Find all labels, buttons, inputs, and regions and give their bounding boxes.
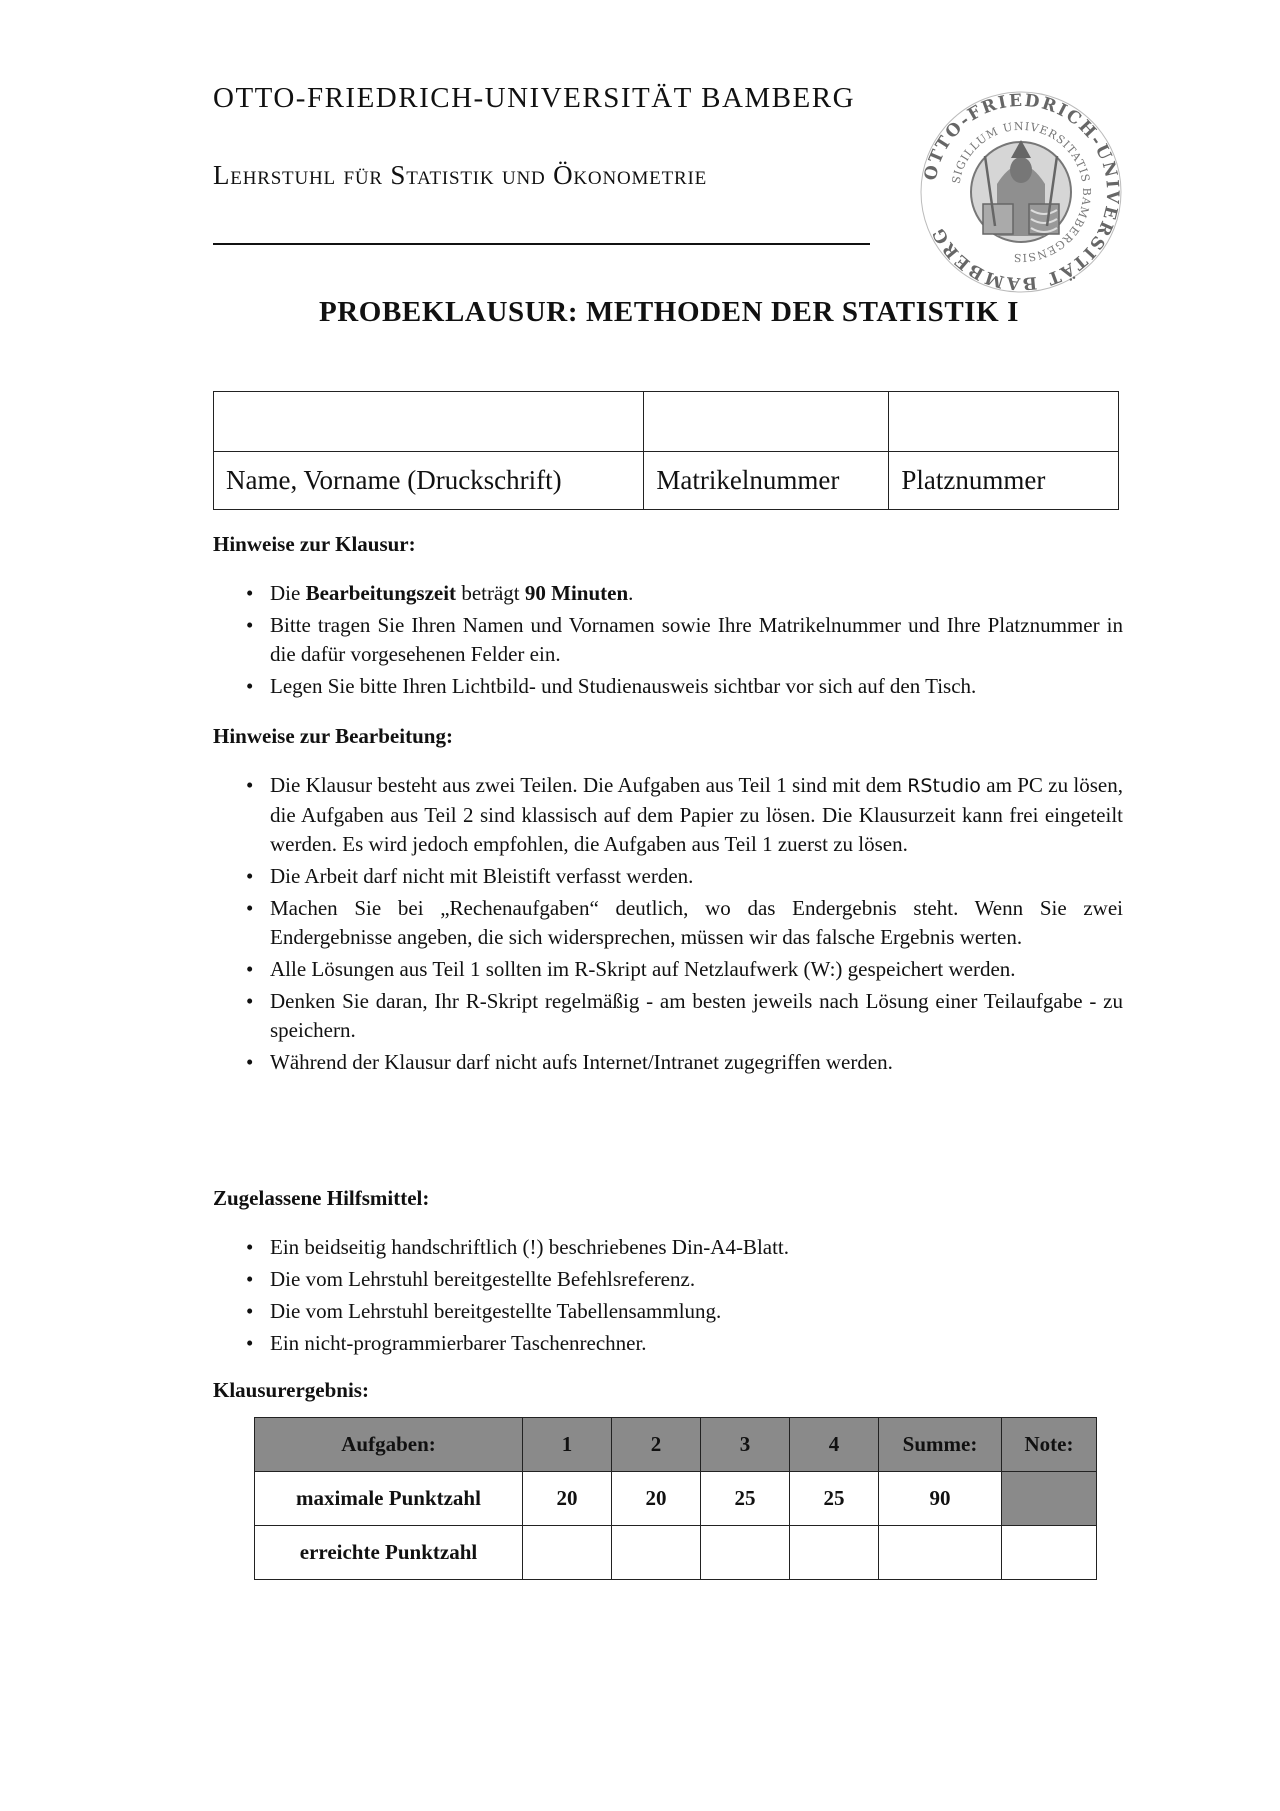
max-points-2: 20 [612,1472,701,1526]
max-points-3: 25 [701,1472,790,1526]
list-item: • Die Arbeit darf nicht mit Bleistift verfasst werden. [213,862,1123,891]
list-item: • Alle Lösungen aus Teil 1 sollten im R-Skript auf Netzlaufwerk (W:) gespeichert werden. [213,955,1123,984]
work-notes-section [213,724,1123,749]
matrikel-input-cell[interactable] [644,392,889,452]
score-header-4: 4 [790,1418,879,1472]
result-section [213,1378,1123,1403]
max-points-sum: 90 [879,1472,1002,1526]
score-table [254,1417,1097,1580]
seal-outer-text: OTTO-FRIEDRICH-UNIVERSITÄT BAMBERG [920,90,1123,294]
exam-notes-list [213,579,1123,704]
university-name: OTTO-FRIEDRICH-UNIVERSITÄT BAMBERG [213,82,856,114]
score-header-sum: Summe: [879,1418,1002,1472]
seal-inner-text: SIGILLUM UNIVERSITATIS BAMBERGENSIS [949,119,1094,265]
score-header-1: 1 [523,1418,612,1472]
name-input-cell[interactable] [214,392,644,452]
max-points-1: 20 [523,1472,612,1526]
list-item: • Machen Sie bei „Rechenaufgaben“ deutlich, wo das Endergebnis steht. Wenn Sie zwei Endergebnisse angeben, die sich widersprechen, müssen wir das falsche Ergebnis werten. [213,894,1123,952]
header-rule [213,243,870,245]
list-item: • Ein nicht-programmierbarer Taschenrechner. [213,1329,1123,1358]
score-header-2: 2 [612,1418,701,1472]
list-item: • Denken Sie daran, Ihr R-Skript regelmäßig - am besten jeweils nach Lösung einer Teilaufgabe - zu speichern. [213,987,1123,1045]
max-points-4: 25 [790,1472,879,1526]
list-item: • Die Bearbeitungszeit beträgt 90 Minuten. [213,579,1123,608]
aids-list [213,1233,1123,1361]
exam-notes-section [213,532,1123,557]
max-points-grade-cell [1002,1472,1097,1526]
chair-name: Lehrstuhl für Statistik und Ökonometrie [213,160,708,190]
list-item: • Die Klausur besteht aus zwei Teilen. Die Aufgaben aus Teil 1 sind mit dem RStudio am PC zu lösen, die Aufgaben aus Teil 2 sind klassisch auf dem Papier zu lösen. Die Klausurzeit kann frei eingeteilt werden. Es wird jedoch empfohlen, die Aufgaben aus Teil 1 zuerst zu lösen. [213,771,1123,859]
achieved-points-2[interactable] [612,1526,701,1580]
seat-input-cell[interactable] [889,392,1119,452]
list-item: • Die vom Lehrstuhl bereitgestellte Tabellensammlung. [213,1297,1123,1326]
work-notes-heading: Hinweise zur Bearbeitung: [213,724,453,748]
university-seal [915,86,1127,298]
list-item: • Ein beidseitig handschriftlich (!) beschriebenes Din-A4-Blatt. [213,1233,1123,1262]
exam-title: PROBEKLAUSUR: METHODEN DER STATISTIK I [318,296,1020,328]
achieved-points-3[interactable] [701,1526,790,1580]
exam-notes-heading: Hinweise zur Klausur: [213,532,416,556]
work-notes-list [213,771,1123,1080]
achieved-points-1[interactable] [523,1526,612,1580]
achieved-points-label: erreichte Punktzahl [255,1526,523,1580]
list-item: • Die vom Lehrstuhl bereitgestellte Befehlsreferenz. [213,1265,1123,1294]
score-header-tasks: Aufgaben: [255,1418,523,1472]
matrikel-label: Matrikelnummer [644,452,889,510]
name-label: Name, Vorname (Druckschrift) [214,452,644,510]
score-header-grade: Note: [1002,1418,1097,1472]
aids-section [213,1186,1123,1211]
student-id-table [213,391,1119,510]
aids-heading: Zugelassene Hilfsmittel: [213,1186,430,1210]
result-heading: Klausurergebnis: [213,1378,369,1402]
max-points-label: maximale Punktzahl [255,1472,523,1526]
list-item: • Während der Klausur darf nicht aufs Internet/Intranet zugegriffen werden. [213,1048,1123,1077]
achieved-points-sum[interactable] [879,1526,1002,1580]
achieved-points-4[interactable] [790,1526,879,1580]
score-header-3: 3 [701,1418,790,1472]
list-item: • Legen Sie bitte Ihren Lichtbild- und Studienausweis sichtbar vor sich auf den Tisch. [213,672,1123,701]
seat-label: Platznummer [889,452,1119,510]
achieved-grade[interactable] [1002,1526,1097,1580]
list-item: • Bitte tragen Sie Ihren Namen und Vornamen sowie Ihre Matrikelnummer und Ihre Platznummer in die dafür vorgesehenen Felder ein. [213,611,1123,669]
